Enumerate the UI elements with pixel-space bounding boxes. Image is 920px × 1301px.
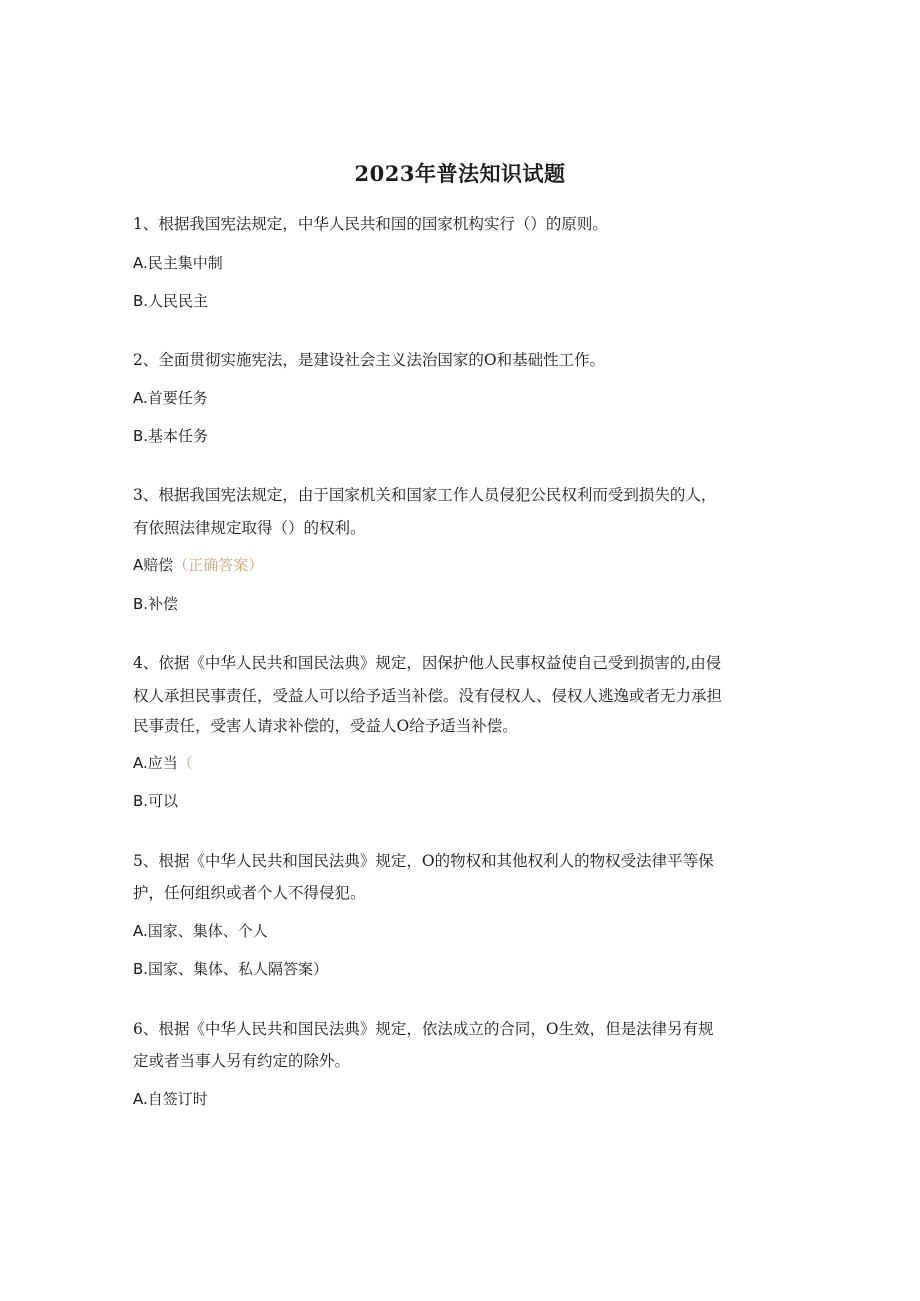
question-4-line-2: 权人承担民事责任，受益人可以给予适当补偿。没有侵权人、侵权人逃逸或者无力承担 — [133, 687, 723, 705]
question-4-option-b: B.可以 — [133, 792, 179, 810]
document-title: 2023年普法知识试题 — [354, 161, 566, 186]
question-4-option-a: A.应当（ — [133, 754, 193, 772]
answer-hint: （ — [177, 754, 193, 772]
question-3-line-1: 3、根据我国宪法规定，由于国家机关和国家工作人员侵犯公民权利而受到损失的人， — [133, 486, 717, 504]
question-2-option-b: B.基本任务 — [133, 427, 209, 445]
question-3-option-b: B.补偿 — [133, 595, 179, 613]
question-4-line-3: 民事责任，受害人请求补偿的，受益人O给予适当补偿。 — [133, 717, 518, 735]
question-3-option-a: A赔偿（正确答案） — [133, 556, 264, 574]
question-5-line-1: 5、根据《中华人民共和国民法典》规定，O的物权和其他权利人的物权受法律平等保 — [133, 852, 714, 870]
question-6-line-2: 定或者当事人另有约定的除外。 — [133, 1052, 351, 1070]
question-4-line-1: 4、依据《中华人民共和国民法典》规定，因保护他人民事权益使自己受到损害的,由侵 — [133, 654, 722, 672]
correct-answer-hint: （正确答案） — [173, 556, 264, 574]
question-5-option-a: A.国家、集体、个人 — [133, 922, 268, 940]
question-1-option-b: B.人民民主 — [133, 292, 209, 310]
question-3-line-2: 有依照法律规定取得（）的权利。 — [133, 519, 366, 537]
question-5-option-b: B.国家、集体、私人隔答案） — [133, 960, 329, 978]
question-1-option-a: A.民主集中制 — [133, 254, 223, 272]
question-2-option-a: A.首要任务 — [133, 389, 208, 407]
question-6-option-a: A.自签订时 — [133, 1090, 208, 1108]
question-5-line-2: 护，任何组织或者个人不得侵犯。 — [133, 884, 366, 902]
question-1-line-1: 1、根据我国宪法规定，中华人民共和国的国家机构实行（）的原则。 — [133, 215, 608, 233]
question-2-line-1: 2、全面贯彻实施宪法，是建设社会主义法治国家的O和基础性工作。 — [133, 351, 606, 369]
question-6-line-1: 6、根据《中华人民共和国民法典》规定，依法成立的合同，O生效，但是法律另有规 — [133, 1020, 714, 1038]
